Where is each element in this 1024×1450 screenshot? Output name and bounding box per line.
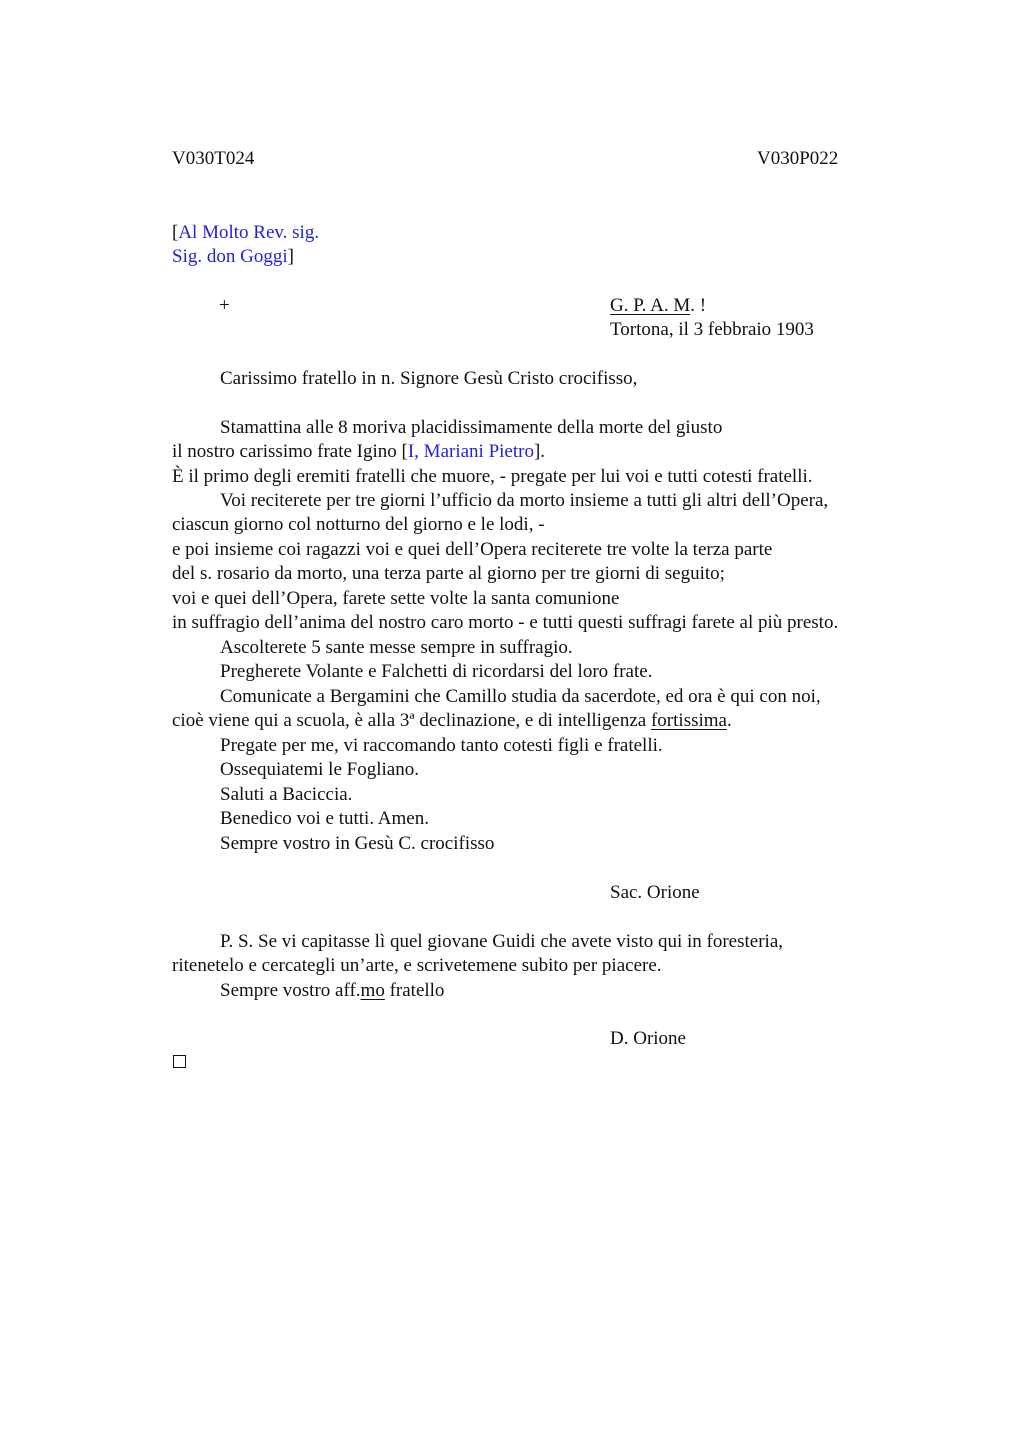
signature-sac-orione: Sac. Orione — [610, 882, 700, 903]
body-line: e poi insieme coi ragazzi voi e quei dell’Opera reciterete tre volte la terza parte — [172, 539, 773, 560]
addressee-title: Al Molto Rev. sig. — [178, 222, 320, 243]
document-code-left: V030T024 — [172, 148, 255, 169]
editorial-note: I, Mariani Pietro — [407, 441, 534, 462]
motto-suffix: . ! — [690, 295, 707, 316]
body-line: Comunicate a Bergamini che Camillo studia da sacerdote, ed ora è qui con noi, — [220, 686, 821, 707]
postscript-line: ritenetelo e cercategli un’arte, e scrivetemene subito per piacere. — [172, 955, 662, 976]
motto: G. P. A. M — [610, 295, 691, 316]
body-line: voi e quei dell’Opera, farete sette volte la santa comunione — [172, 588, 620, 609]
addressee-bracket-open: [ — [172, 222, 179, 243]
addressee-bracket-close: ] — [287, 246, 294, 267]
body-line: Sempre vostro in Gesù C. crocifisso — [220, 833, 495, 854]
body-text: ]. — [533, 441, 546, 462]
body-line: Voi reciterete per tre giorni l’ufficio da morto insieme a tutti gli altri dell’Opera, — [220, 490, 829, 511]
body-line — [172, 711, 732, 730]
salutation: Carissimo fratello in n. Signore Gesù Cristo crocifisso, — [220, 368, 638, 389]
body-line: Pregate per me, vi raccomando tanto cotesti figli e fratelli. — [220, 735, 663, 756]
body-text: Sempre vostro aff. — [220, 980, 361, 1001]
underlined-abbrev: mo — [360, 980, 385, 1001]
body-line: ciascun giorno col notturno del giorno e le lodi, - — [172, 514, 545, 535]
signature-d-orione: D. Orione — [610, 1028, 686, 1049]
place-date: Tortona, il 3 febbraio 1903 — [610, 319, 814, 340]
addressee-line-1 — [172, 223, 319, 242]
end-box-icon — [173, 1055, 186, 1068]
body-line: Pregherete Volante e Falchetti di ricordarsi del loro frate. — [220, 661, 653, 682]
body-line: Stamattina alle 8 moriva placidissimamente della morte del giusto — [220, 417, 723, 438]
body-text: fratello — [384, 980, 445, 1001]
body-line: Ossequiatemi le Fogliano. — [220, 759, 419, 780]
underlined-word: fortissima — [650, 710, 727, 731]
motto-line — [610, 296, 706, 315]
body-text: . — [726, 710, 732, 731]
body-line — [172, 442, 545, 461]
body-line: Saluti a Baciccia. — [220, 784, 353, 805]
body-text: cioè viene qui a scuola, è alla 3ª declinazione, e di intelligenza — [172, 710, 651, 731]
body-line: Benedico voi e tutti. Amen. — [220, 808, 429, 829]
postscript-line: P. S. Se vi capitasse lì quel giovane Guidi che avete visto qui in foresteria, — [220, 931, 784, 952]
cross-symbol: + — [219, 295, 230, 316]
body-text: il nostro carissimo frate Igino [ — [172, 441, 408, 462]
body-line: Ascolterete 5 sante messe sempre in suffragio. — [220, 637, 573, 658]
body-line: del s. rosario da morto, una terza parte al giorno per tre giorni di seguito; — [172, 563, 725, 584]
addressee-line-2 — [172, 247, 294, 266]
document-code-right: V030P022 — [757, 148, 839, 169]
postscript-line — [220, 981, 444, 1000]
body-line: in suffragio dell’anima del nostro caro morto - e tutti questi suffragi farete al più presto. — [172, 612, 839, 633]
addressee-name: Sig. don Goggi — [172, 246, 288, 267]
body-line: È il primo degli eremiti fratelli che muore, - pregate per lui voi e tutti cotesti fratelli. — [172, 466, 813, 487]
